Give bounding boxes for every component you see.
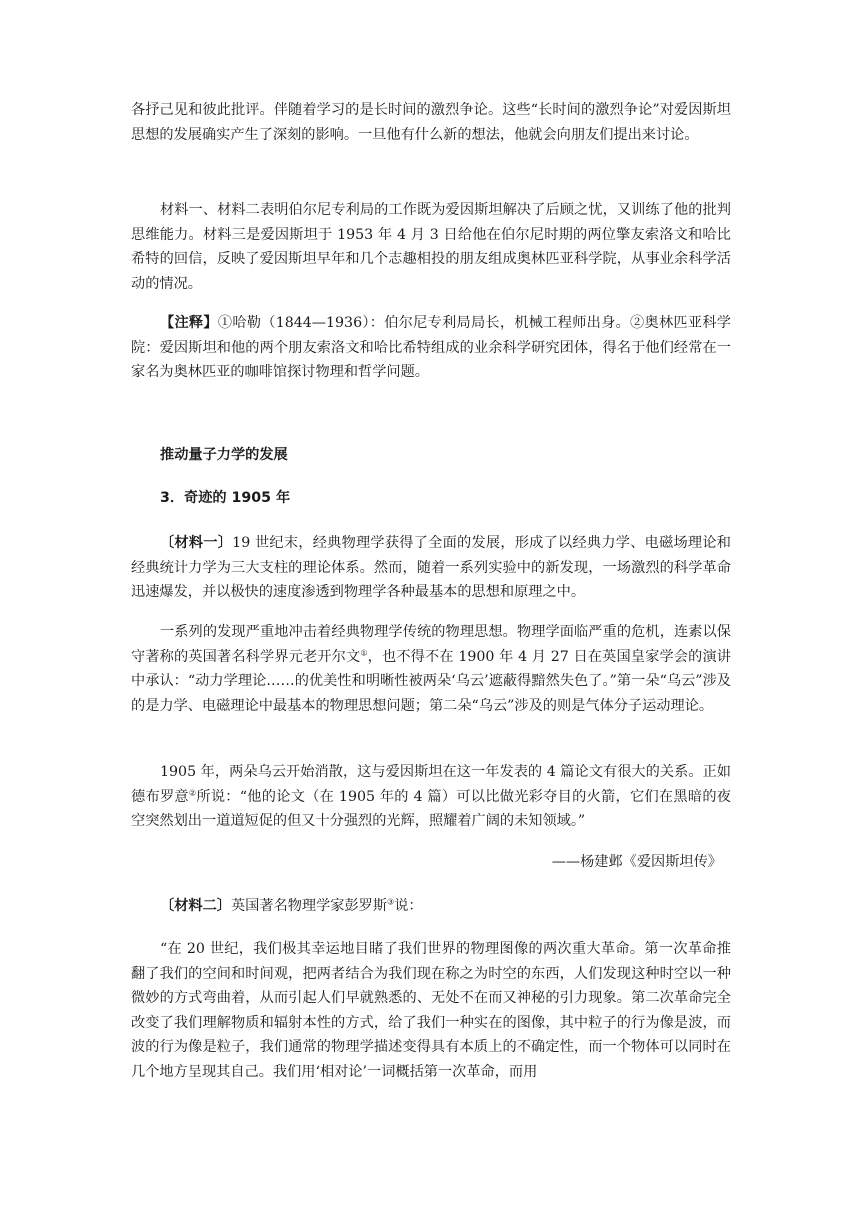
year-1905-text-a: 1905 年，两朵乌云开始消散，这与爱因斯坦在这一年发表的 4 篇论文有很大的关系。正如德布罗意 — [131, 764, 731, 805]
note-label: 【注释】 — [160, 315, 218, 331]
paragraph-material-two — [131, 894, 731, 919]
paragraph-penrose-quote: “在 20 世纪，我们极其幸运地目睹了我们世界的物理图像的两次重大革命。第一次革命推翻了我们的空间和时间观，把两者结合为我们现在称之为时空的东西，人们发现这种时空以一种微妙的方式弯曲着，从而引起人们早就熟悉的、无处不在而又神秘的引力现象。第二次革命完全改变了我们理解物质和辐射本性的方式，给了我们一种实在的图像，其中粒子的行为像是波，而波的行为像是粒子，我们通常的物理学描述变得具有本质上的不确定性，而一个物体可以同时在几个地方呈现其自己。我们用‘相对论’一词概括第一次革命，而用 — [131, 941, 731, 1080]
footnote-mark-3: ③ — [387, 897, 395, 907]
section-title: 推动量子力学的发展 — [160, 447, 288, 463]
material-two-text-a: 英国著名物理学家彭罗斯 — [230, 898, 388, 914]
paragraph-materials-summary: 材料一、材料二表明伯尔尼专利局的工作既为爱因斯坦解决了后顾之忧，又训练了他的批判思维能力。材料三是爱因斯坦于 1953 年 4 月 3 日给他在伯尔尼时期的两位擎友索洛文和哈比希特的回信，反映了爱因斯坦早年和几个志趣相投的朋友组成奥林匹亚科学院，从事业余科学活动的情况。 — [131, 202, 731, 292]
note-text: ①哈勒（1844—1936）：伯尔尼专利局局长，机械工程师出身。②奥林匹亚科学院：爱因斯坦和他的两个朋友索洛文和哈比希特组成的业余科学研究团体，得名于他们经常在一家名为奥林匹亚的咖啡馆探讨物理和哲学问题。 — [131, 315, 731, 380]
attribution: ——杨建邺《爱因斯坦传》 — [551, 854, 722, 870]
material-two-text-b: 说： — [394, 898, 423, 914]
material-one-label: 〔材料一〕 — [160, 535, 233, 551]
material-one-text: 19 世纪末，经典物理学获得了全面的发展，形成了以经典力学、电磁场理论和经典统计力学为三大支柱的理论体系。然而，随着一系列实验中的新发现，一场激烈的科学革命迅速爆发，并以极快的速度渗透到物理学各种最基本的思想和原理之中。 — [131, 535, 731, 600]
subsection-title: 3．奇迹的 1905 年 — [160, 490, 291, 506]
material-two-label: 〔材料二〕 — [160, 898, 231, 914]
footnote-mark-2: ② — [188, 787, 197, 797]
paragraph-crisis — [131, 620, 731, 718]
paragraph-note — [131, 311, 731, 385]
year-1905-text-b: 所说：“他的论文（在 1905 年的 4 篇）可以比做光彩夺目的火箭，它们在黑暗的夜空突然划出一道道短促的但又十分强烈的光辉，照耀着广阔的未知领域。” — [131, 788, 731, 829]
paragraph-discussion: 各抒己见和彼此批评。伴随着学习的是长时间的激烈争论。这些“长时间的激烈争论”对爱因斯坦思想的发展确实产生了深刻的影响。一旦他有什么新的想法，他就会向朋友们提出来讨论。 — [131, 102, 731, 143]
paragraph-material-one — [131, 531, 731, 605]
footnote-mark-1: ① — [360, 647, 368, 657]
crisis-text-b: ，也不得不在 1900 年 4 月 27 日在英国皇家学会的演讲中承认：“动力学理论……的优美性和明晰性被两朵‘乌云’遮蔽得黯然失色了。”第一朵“乌云”涉及的是力学、电磁理论中最基本的物理思想问题；第二朵“乌云”涉及的则是气体分子运动理论。 — [131, 648, 731, 714]
crisis-text-a: 一系列的发现严重地冲击着经典物理学传统的物理思想。物理学面临严重的危机，连素以保守著称的英国著名科学界元老开尔文 — [131, 624, 731, 665]
paragraph-1905 — [131, 760, 731, 834]
